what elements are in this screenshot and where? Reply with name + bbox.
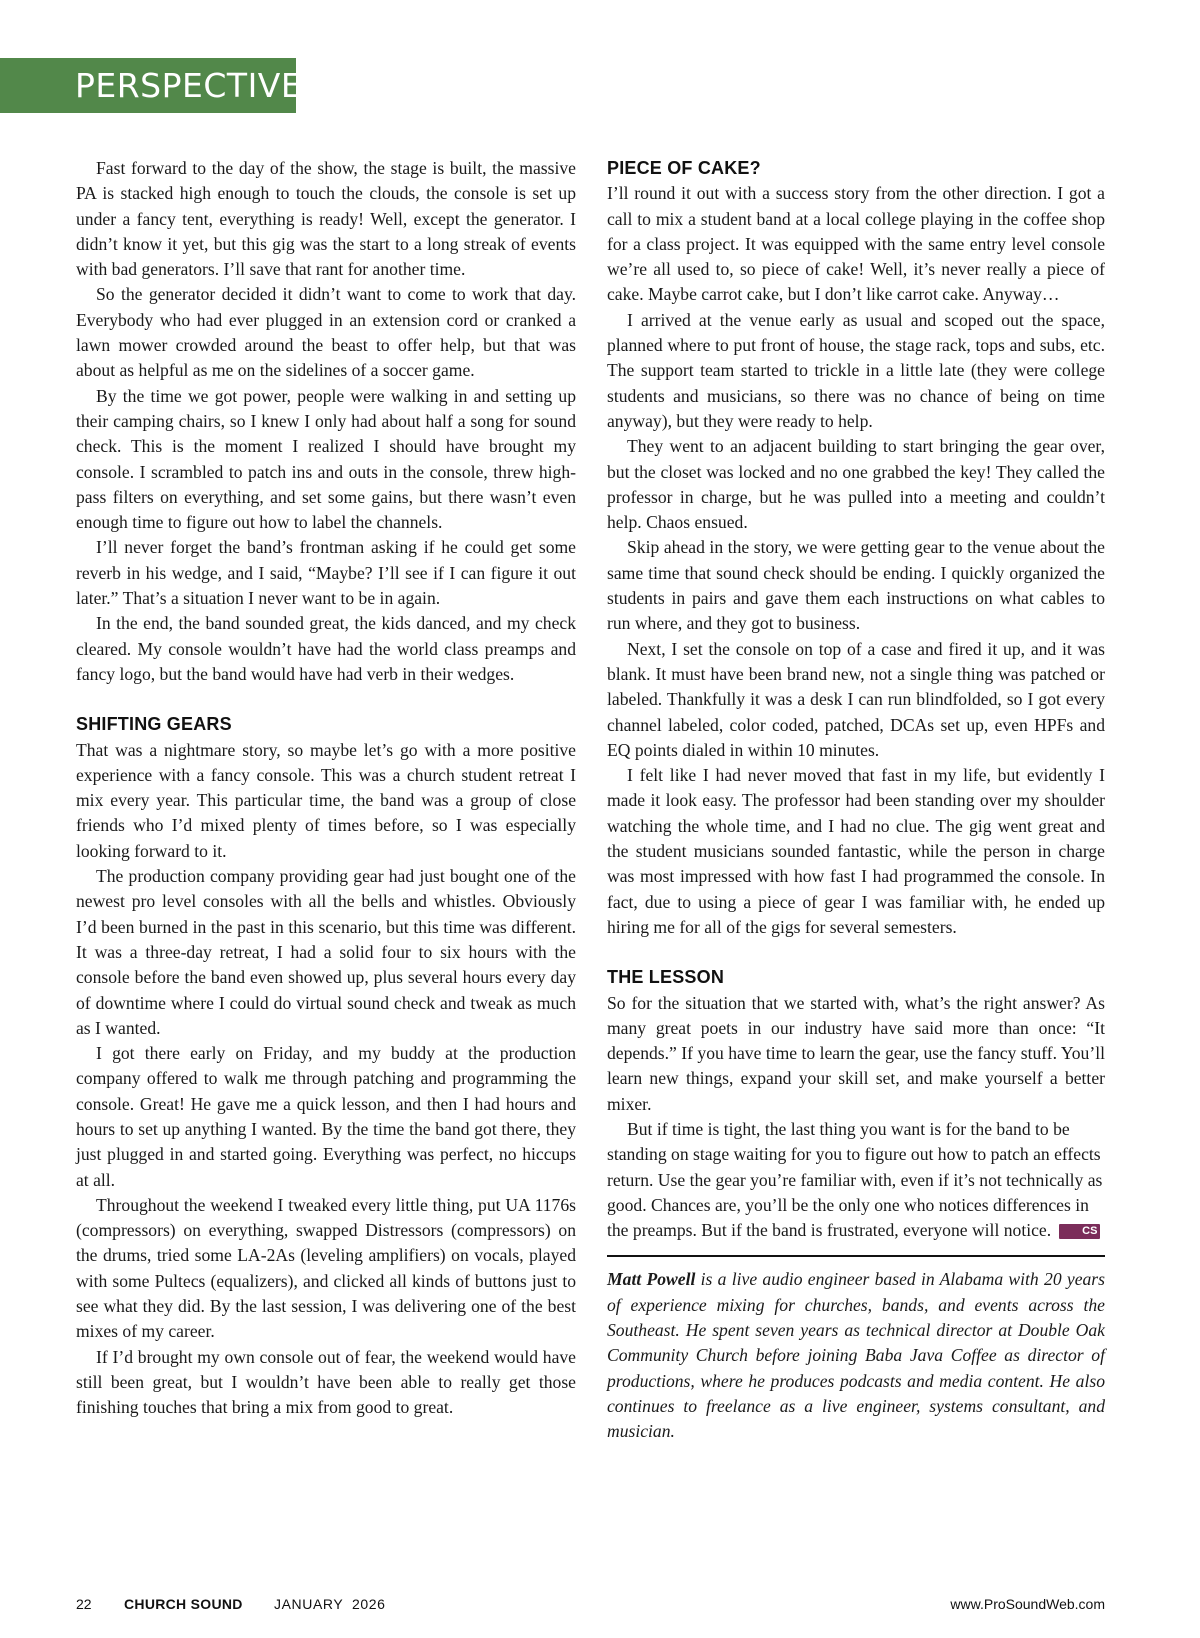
issue-date: JANUARY 2026 [274,1596,386,1612]
magazine-title: CHURCH SOUND [124,1596,243,1612]
body-paragraph: They went to an adjacent building to start bringing the gear over, but the closet was locked and no one grabbed the key! They called the professor in charge, but he was pulled into a meeting and couldn’t help. Chaos ensued. [607,436,1105,533]
body-paragraph: That was a nightmare story, so maybe let’s go with a more positive experience with a fancy console. This was a church student retreat I mix every year. This particular time, the band was a group of close friends who I’d mixed plenty of times before, so I was especially looking forward to it. [76,739,576,861]
body-paragraph: In the end, the band sounded great, the kids danced, and my check cleared. My console wouldn’t have had the world class preamps and fancy logo, but the band would have had verb in their wedges. [76,613,576,684]
section-banner [0,58,303,113]
final-paragraph-text: But if time is tight, the last thing you want is for the band to be standing on stage waiting for you to figure out how to patch an effects return. Use the gear you’re familiar with, even if it’s not technically as good. Chances are, you’ll be the only one who notices differences in the preamps. But if the band is frustrated, everyone will notice. [607,1118,1103,1241]
page-number: 22 [76,1596,92,1612]
body-paragraph: So the generator decided it didn’t want to come to work that day. Everybody who had ever plugged in an extension cord or cranked a lawn mower crowded around the beast to offer help, but that was about as helpful as me on the sidelines of a soccer game. [76,284,576,381]
body-paragraph: I felt like I had never moved that fast in my life, but evidently I made it look easy. The professor had been standing over my shoulder watching the whole time, and I had no clue. The gig went great and the student musicians sounded fantastic, while the person in charge was most impressed with how fast I had programmed the console. In fact, due to using a piece of gear I was familiar with, he ended up hiring me for all of the gigs for several semesters. [607,765,1105,937]
body-paragraph: Fast forward to the day of the show, the stage is built, the massive PA is stacked high enough to touch the clouds, the console is set up under a fancy tent, everything is ready! Well, except the generator. I didn’t know it yet, but this gig was the start to a long streak of events with bad generators. I’ll save that rant for another time. [76,158,576,280]
section-heading-the-lesson: THE LESSON [607,967,725,988]
body-paragraph: So for the situation that we started with, what’s the right answer? As many great poets in our industry have said more than once: “It depends.” If you have time to learn the gear, use the fancy stuff. You’ll learn new things, expand your skill set, and make yourself a better mixer. [607,992,1105,1114]
body-paragraph: The production company providing gear had just bought one of the newest pro level consoles with all the bells and whistles. Obviously I’d been burned in the past in this scenario, but this time was different. It was a three-day retreat, I had a solid four to six hours with the console before the band even showed up, plus several hours every day of downtime where I could do virtual sound check and tweak as much as I wanted. [76,866,576,1038]
right-column [607,156,1105,1445]
body-paragraph: If I’d brought my own console out of fear, the weekend would have still been great, but I wouldn’t have been able to really get those finishing touches that bring a mix from good to great. [76,1346,576,1418]
body-paragraph: Skip ahead in the story, we were getting gear to the venue about the same time that sound check should be ending. I quickly organized the students in pairs and gave them each instructions on what cables to run where, and they got to business. [607,537,1105,634]
body-paragraph: Next, I set the console on top of a case and fired it up, and it was blank. It must have been brand new, not a single thing was patched or labeled. Thankfully it was a desk I can run blindfolded, so I got every channel labeled, color coded, patched, DCAs set up, even HPFs and EQ points dialed in within 10 minutes. [607,638,1105,760]
final-paragraph [607,1117,1105,1243]
section-heading-shifting-gears: SHIFTING GEARS [76,714,232,735]
body-paragraph: I’ll round it out with a success story from the other direction. I got a call to mix a student band at a local college playing in the coffee shop for a class project. It was equipped with the same entry level console we’re all used to, so piece of cake! Well, it’s never really a piece of cake. Maybe carrot cake, but I don’t like carrot cake. Anyway… [607,183,1105,305]
end-mark-icon: CS [1059,1224,1100,1239]
author-bio [607,1267,1105,1444]
body-paragraph: Throughout the weekend I tweaked every little thing, put UA 1176s (compressors) on everything, swapped Distressors (compressors) on the drums, tried some LA-2As (leveling amplifiers) on vocals, played with some Pultecs (equalizers), and clicked all kinds of buttons just to see what they did. By the last session, I was delivering one of the best mixes of my career. [76,1194,576,1342]
left-column [76,156,576,1421]
page-footer [76,1596,1105,1616]
section-label: PERSPECTIVE [75,66,303,105]
section-heading-piece-of-cake: PIECE OF CAKE? [607,158,761,178]
body-paragraph: By the time we got power, people were walking in and setting up their camping chairs, so I knew I only had about half a song for sound check. This is the moment I realized I should have brought my console. I scrambled to patch ins and outs in the console, threw high-pass filters on everything, and set some gains, but there wasn’t even enough time to figure out how to label the channels. [76,385,576,533]
body-paragraph: I got there early on Friday, and my buddy at the production company offered to walk me through patching and programming the console. Great! He gave me a quick lesson, and then I had hours and hours to set up anything I wanted. By the time the band got there, they just plugged in and started going. Everything was perfect, no hiccups at all. [76,1043,576,1190]
author-name: Matt Powell [607,1269,696,1290]
bio-divider [607,1255,1105,1257]
body-paragraph: I’ll never forget the band’s frontman asking if he could get some reverb in his wedge, and I said, “Maybe? I’ll see if I can figure it out later.” That’s a situation I never want to be in again. [76,537,576,609]
body-paragraph: I arrived at the venue early as usual and scoped out the space, planned where to put front of house, the stage rack, tops and subs, etc. The support team started to trickle in a little late (they were college students and musicians, so there was no chance of being on time anyway), but they were ready to help. [607,309,1105,431]
website-link[interactable]: www.ProSoundWeb.com [950,1596,1105,1612]
author-bio-text: is a live audio engineer based in Alabama with 20 years of experience mixing for churches, bands, and events across the Southeast. He spent seven years as technical director at Double Oak Community Church before joining Baba Java Coffee as director of productions, where he produces podcasts and media content. He also continues to freelance as a live engineer, systems consultant, and musician. [607,1269,1106,1442]
